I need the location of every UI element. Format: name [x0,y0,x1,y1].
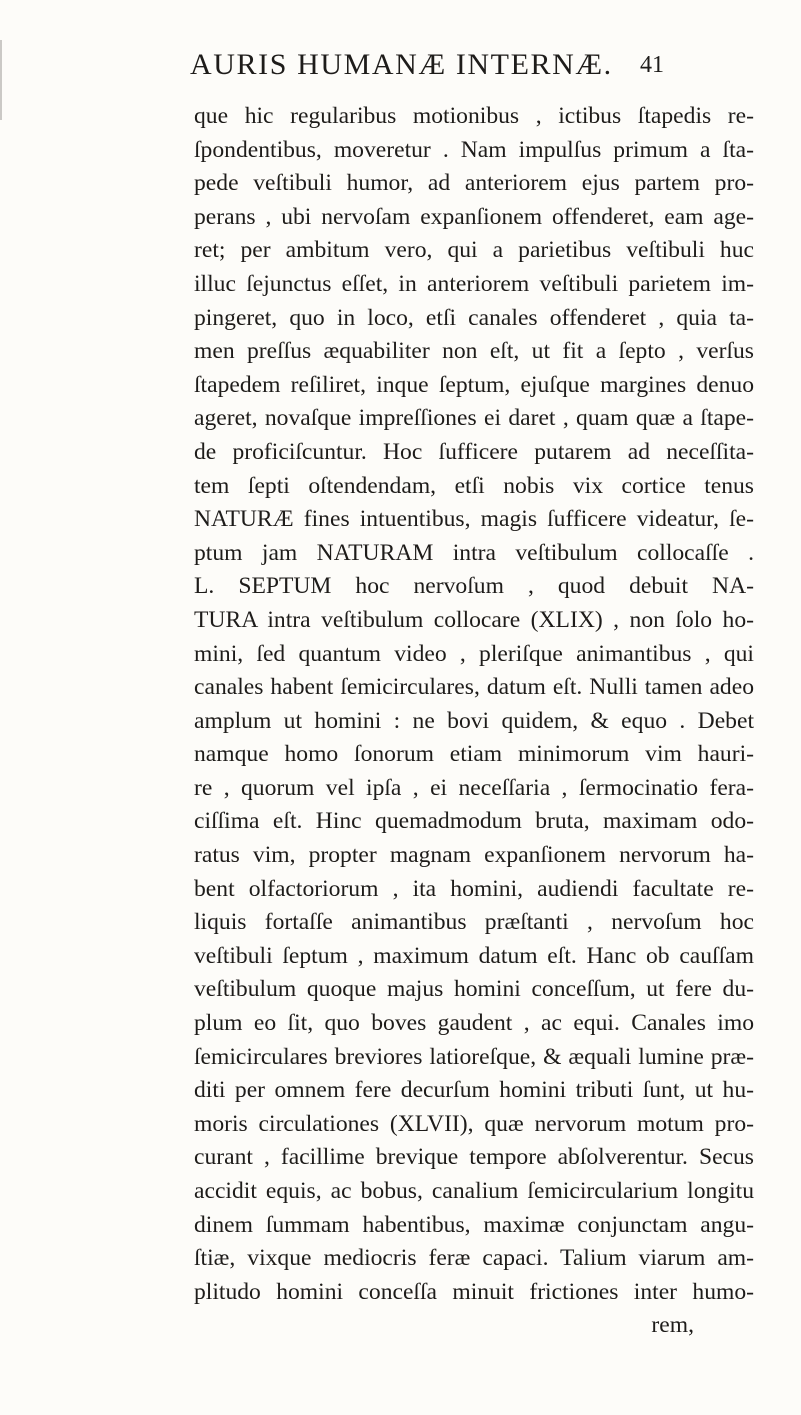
text-line: TURA intra veſtibulum collocare (XLIX) , non ſolo ho- [194,606,754,633]
text-line: curant , facillime brevique tempore abſolverentur. Secus [194,1144,754,1171]
text-line: pingeret, quo in loco, etſi canales offenderet , quia ta- [194,304,754,331]
text-line: ciſſima eſt. Hinc quemadmodum bruta, maximam odo- [194,808,754,835]
text-line: ſpondentibus, moveretur . Nam impulſus primum a ſta- [194,136,754,163]
body-text [194,100,754,1343]
text-line: moris circulationes (XLVII), quæ nervorum motum pro- [194,1110,754,1137]
page-number: 41 [640,52,664,78]
text-line: plum eo ſit, quo boves gaudent , ac equi. Canales imo [194,1010,754,1037]
text-line: tem ſepti oſtendendam, etſi nobis vix cortice tenus [194,472,754,499]
text-line: veſtibulum quoque majus homini conceſſum, ut fere du- [194,976,754,1003]
running-title: AURIS HUMANÆ INTERNÆ. [190,48,613,81]
text-line: mini, ſed quantum video , pleriſque animantibus , qui [194,640,754,667]
catchword: rem, [651,1312,694,1339]
text-line: ageret, novaſque impreſſiones ei daret , quam quæ a ſtape- [194,405,754,432]
text-line: illuc ſejunctus eſſet, in anteriorem veſtibuli parietem im- [194,270,754,297]
text-line: ſtiæ, vixque mediocris feræ capaci. Talium viarum am- [194,1245,754,1272]
text-line: ſtapedem reſiliret, inque ſeptum, ejuſque margines denuo [194,371,754,398]
text-line: men preſſus æquabiliter non eſt, ut fit a ſepto , verſus [194,338,754,365]
text-line: diti per omnem fere decurſum homini tributi ſunt, ut hu- [194,1077,754,1104]
text-line: liquis fortaſſe animantibus præſtanti , nervoſum hoc [194,909,754,936]
text-line: accidit equis, ac bobus, canalium ſemicircularium longitu [194,1178,754,1204]
text-line: pede veſtibuli humor, ad anteriorem ejus partem pro- [194,170,754,197]
text-line: namque homo ſonorum etiam minimorum vim hauri- [194,741,754,768]
text-line: L. SEPTUM hoc nervoſum , quod debuit NA- [194,573,754,600]
text-line: dinem ſummam habentibus, maximæ conjunctam angu- [194,1211,754,1238]
text-line: perans , ubi nervoſam expanſionem offenderet, eam age- [194,203,754,230]
text-line: bent olfactoriorum , ita homini, audiendi facultate re- [194,875,754,902]
text-line: que hic regularibus motionibus , ictibus ſtapedis re- [194,103,754,129]
text-line: ratus vim, propter magnam expanſionem nervorum ha- [194,842,754,869]
text-line: ret; per ambitum vero, qui a parietibus veſtibuli huc [194,237,754,264]
page-header [0,48,801,88]
text-line: plitudo homini conceſſa minuit frictiones inter humo- [194,1278,754,1305]
text-line: de proficiſcuntur. Hoc ſufficere putarem ad neceſſita- [194,438,754,465]
text-line: ſemicirculares breviores latioreſque, & æquali lumine præ- [194,1043,754,1070]
text-line: canales habent ſemicirculares, datum eſt. Nulli tamen adeo [194,674,754,701]
text-line: amplum ut homini : ne bovi quidem, & equo . Debet [194,707,754,734]
text-line: veſtibuli ſeptum , maximum datum eſt. Hanc ob cauſſam [194,942,754,969]
text-line: NATURÆ fines intuentibus, magis ſufficere videatur, ſe- [194,506,754,533]
text-line: re , quorum vel ipſa , ei neceſſaria , ſermocinatio fera- [194,774,754,801]
text-line: ptum jam NATURAM intra veſtibulum collocaſſe . [194,539,754,566]
